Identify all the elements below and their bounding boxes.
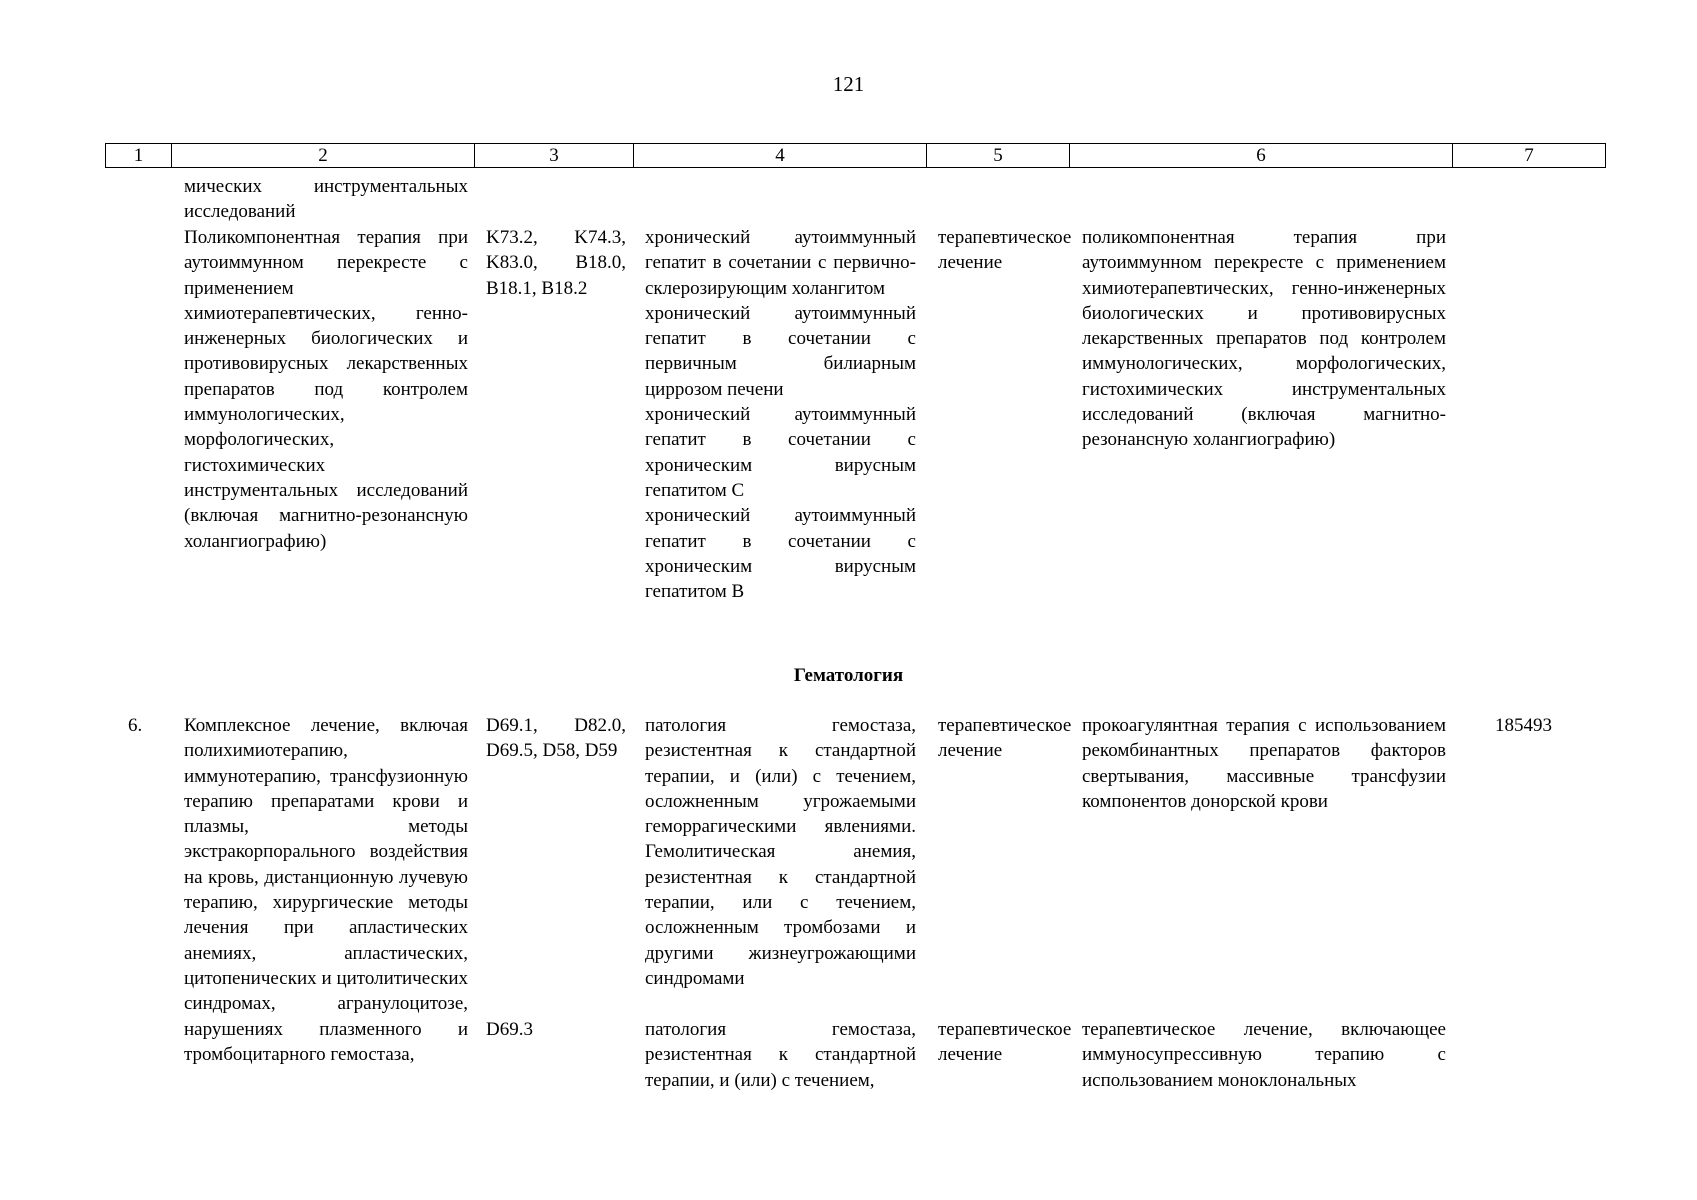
column-header-4: 4 — [634, 144, 927, 168]
diagnosis-item: хронический аутоиммунный гепатит в сочетании с хроническим вирусным гепатитом C — [645, 404, 916, 501]
row6-sub2-icd-codes: D69.3 — [486, 1019, 533, 1040]
row6-sub1-treatment-method: прокоагулянтная терапия с использованием рекомбинантных препаратов факторов свертывания, массивные трансфузии компонентов донорской крови — [1082, 715, 1446, 812]
row6-sub1-icd-codes: D69.1, D82.0, D69.5, D58, D59 — [486, 715, 626, 762]
column-header-5: 5 — [927, 144, 1070, 168]
diagnosis-item: хронический аутоиммунный гепатит в сочетании с первичным билиарным циррозом печени — [645, 302, 916, 400]
table-header — [105, 143, 1606, 168]
column-header-2: 2 — [172, 144, 475, 168]
diagnosis-item: хронический аутоиммунный гепатит в сочетании с первично-склерозирующим холангитом — [645, 227, 916, 299]
row-cont-icd-codes: K73.2, K74.3, K83.0, B18.0, B18.1, B18.2 — [486, 227, 626, 299]
row-cont-diagnoses — [645, 225, 916, 604]
row-cont-method-top: мических инструментальных исследований — [184, 176, 468, 223]
row-cont-treatment-method: поликомпонентная терапия при аутоиммунном перекресте с применением химиотерапевтических, генно-инженерных биологических и противовирусных лекарственных препаратов под контролем иммунологических, морфологических, гистохимических инструментальных исследований (включая магнитно-резонансную холангиографию) — [1082, 227, 1446, 451]
column-header-1: 1 — [106, 144, 172, 168]
row6-number: 6. — [128, 715, 143, 736]
diagnosis-item: хронический аутоиммунный гепатит в сочетании с хроническим вирусным гепатитом B — [645, 505, 916, 603]
page-number: 121 — [832, 72, 865, 96]
column-header-6: 6 — [1070, 144, 1453, 168]
row6-sub1-treatment-type: терапевтическое лечение — [938, 715, 1072, 762]
row6-sub2-diagnosis: патология гемостаза, резистентная к стандартной терапии, и (или) с течением, — [645, 1019, 916, 1091]
column-header-3: 3 — [475, 144, 634, 168]
row6-method: Комплексное лечение, включая полихимиотерапию, иммунотерапию, трансфузионную терапию препаратами крови и плазмы, методы экстракорпорального воздействия на кровь, дистанционную лучевую терапию, хирургические методы лечения при апластических анемиях, апластических, цитопенических и цитолитических синдромах, агранулоцитозе, нарушениях плазменного и тромбоцитарного гемостаза, — [184, 715, 468, 1065]
row6-sub1-diagnosis: патология гемостаза, резистентная к стандартной терапии, и (или) с течением, осложненным угрожаемыми геморрагическими явлениями. Гемолитическая анемия, резистентная к стандартной терапии, или с течением, осложненным тромбозами и другими жизнеугрожающими синдромами — [645, 715, 916, 989]
row6-sub2-treatment-method: терапевтическое лечение, включающее иммуносупрессивную терапию с использованием моноклональных — [1082, 1019, 1446, 1091]
row6-cost: 185493 — [1495, 715, 1552, 736]
row6-sub2-treatment-type: терапевтическое лечение — [938, 1019, 1072, 1066]
column-header-7: 7 — [1453, 144, 1606, 168]
row-cont-method: Поликомпонентная терапия при аутоиммунном перекресте с применением химиотерапевтических, генно-инженерных биологических и противовирусных лекарственных препаратов под контролем иммунологических, морфологических, гистохимических инструментальных исследований (включая магнитно-резонансную холангиографию) — [184, 227, 468, 552]
section-title: Гематология — [793, 665, 904, 686]
row-cont-treatment-type: терапевтическое лечение — [938, 227, 1072, 274]
